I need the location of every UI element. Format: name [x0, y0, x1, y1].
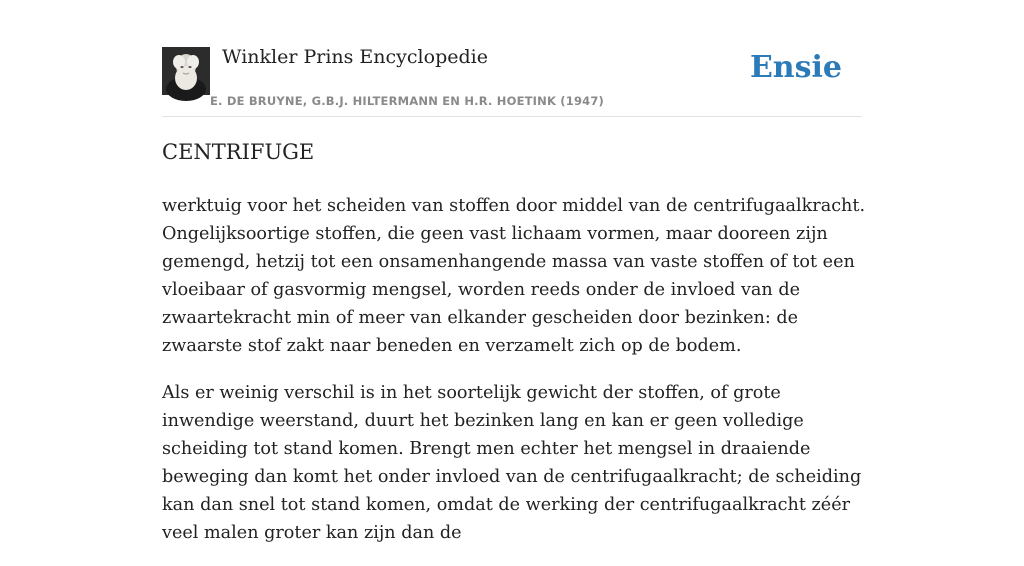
source-title[interactable]: Winkler Prins Encyclopedie	[222, 46, 488, 68]
brand-logo[interactable]: Ensie	[749, 50, 842, 85]
article-paragraph: werktuig voor het scheiden van stoffen door middel van de centrifugaalkracht. Ongelijksoortige stoffen, die geen vast lichaam vormen, maar dooreen zijn gemengd, hetzij tot een onsamenhangende massa van vaste stoffen of tot een vloeibaar of gasvormig mengsel, worden reeds onder de invloed van de zwaartekracht min of meer van elkander gescheiden door bezinken: de zwaarste stof zakt naar beneden en verzamelt zich op de bodem.	[162, 196, 866, 356]
article-paragraph: Als er weinig verschil is in het soortelijk gewicht der stoffen, of grote inwendige weerstand, duurt het bezinken lang en kan er geen volledige scheiding tot stand komen. Brengt men echter het mengsel in draaiende beweging dan komt het onder invloed van de centrifugaalkracht; de scheiding kan dan snel tot stand komen, omdat de werking der centrifugaalkracht zéér veel malen groter kan zijn dan de	[162, 383, 862, 543]
source-authors: E. DE BRUYNE, G.B.J. HILTERMANN EN H.R. HOETINK (1947)	[210, 94, 605, 108]
article-body	[162, 192, 870, 566]
site-header	[162, 44, 862, 117]
author-avatar	[162, 47, 210, 95]
article-title: CENTRIFUGE	[162, 140, 315, 164]
bearded-man-portrait-icon	[162, 47, 210, 95]
